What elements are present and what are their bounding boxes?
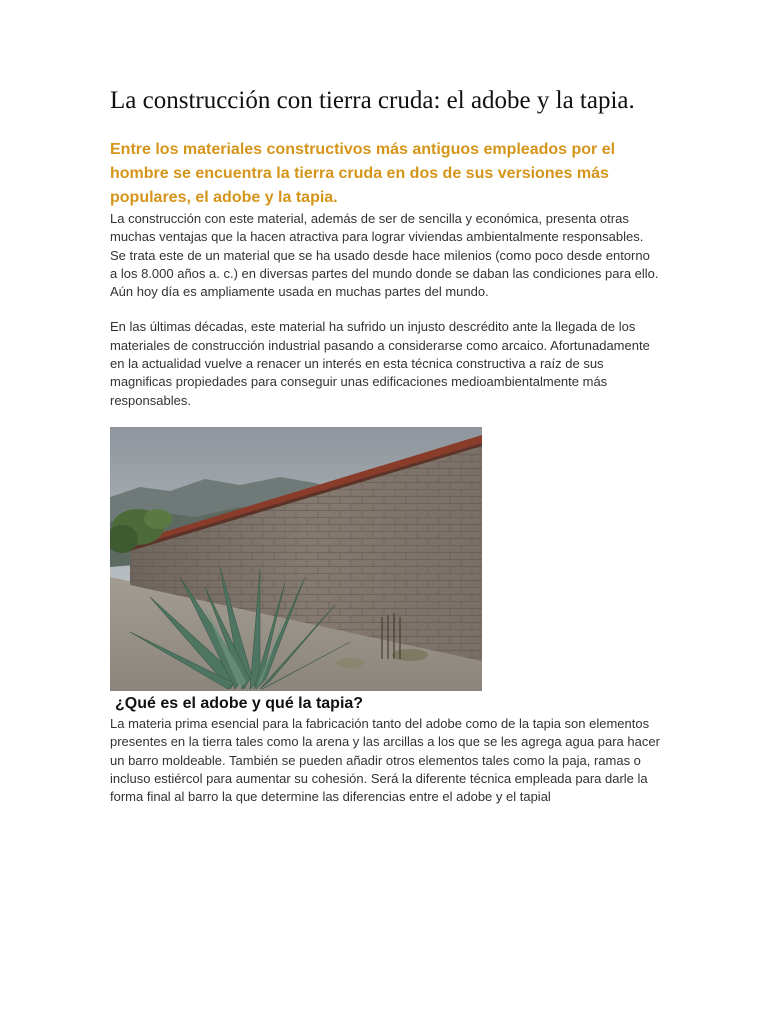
article-paragraph-2: En las últimas décadas, este material ha sufrido un injusto descrédito ante la llegada de los materiales de construcción industrial pasando a considerarse como arcaico. Afortunadamente en la actualidad vuelve a renacer un interés en esta técnica constructiva a raíz de sus magnificas propiedades para conseguir unas edificaciones medioambientalmente más responsables.: [110, 319, 650, 408]
article-lead: Entre los materiales constructivos más antiguos empleados por el hombre se encuentra la tierra cruda en dos de sus versiones más populares, el adobe y la tapia.: [110, 141, 616, 206]
article-paragraph-1: La construcción con este material, además de ser de sencilla y económica, presenta otras muchas ventajas que la hacen atractiva para lograr viviendas ambientalmente responsables. Se trata este de un material que se ha usado desde hace milenios (como poco desde entorno a los 8.000 años a. c.) en diversas partes del mundo donde se daban las condiciones para ello. Aún hoy día es ampliamente usada en muchas partes del mundo.: [110, 211, 659, 300]
article: [110, 86, 660, 806]
section-heading: ¿Qué es el adobe y qué la tapia?: [115, 694, 364, 712]
article-title: La construcción con tierra cruda: el adobe y la tapia.: [110, 87, 635, 114]
article-paragraph-3: La materia prima esencial para la fabricación tanto del adobe como de la tapia son elementos presentes en la tierra tales como la arena y las arcillas a los que se les agrega agua para hacer un barro moldeable. También se pueden añadir otros elementos tales como la paja, ramas o incluso estiércol para aumentar su cohesión. Será la diferente técnica empleada para darle la forma final al barro la que determine las diferencias entre el adobe y el tapial: [110, 715, 660, 805]
adobe-wall-photo: [110, 427, 482, 691]
